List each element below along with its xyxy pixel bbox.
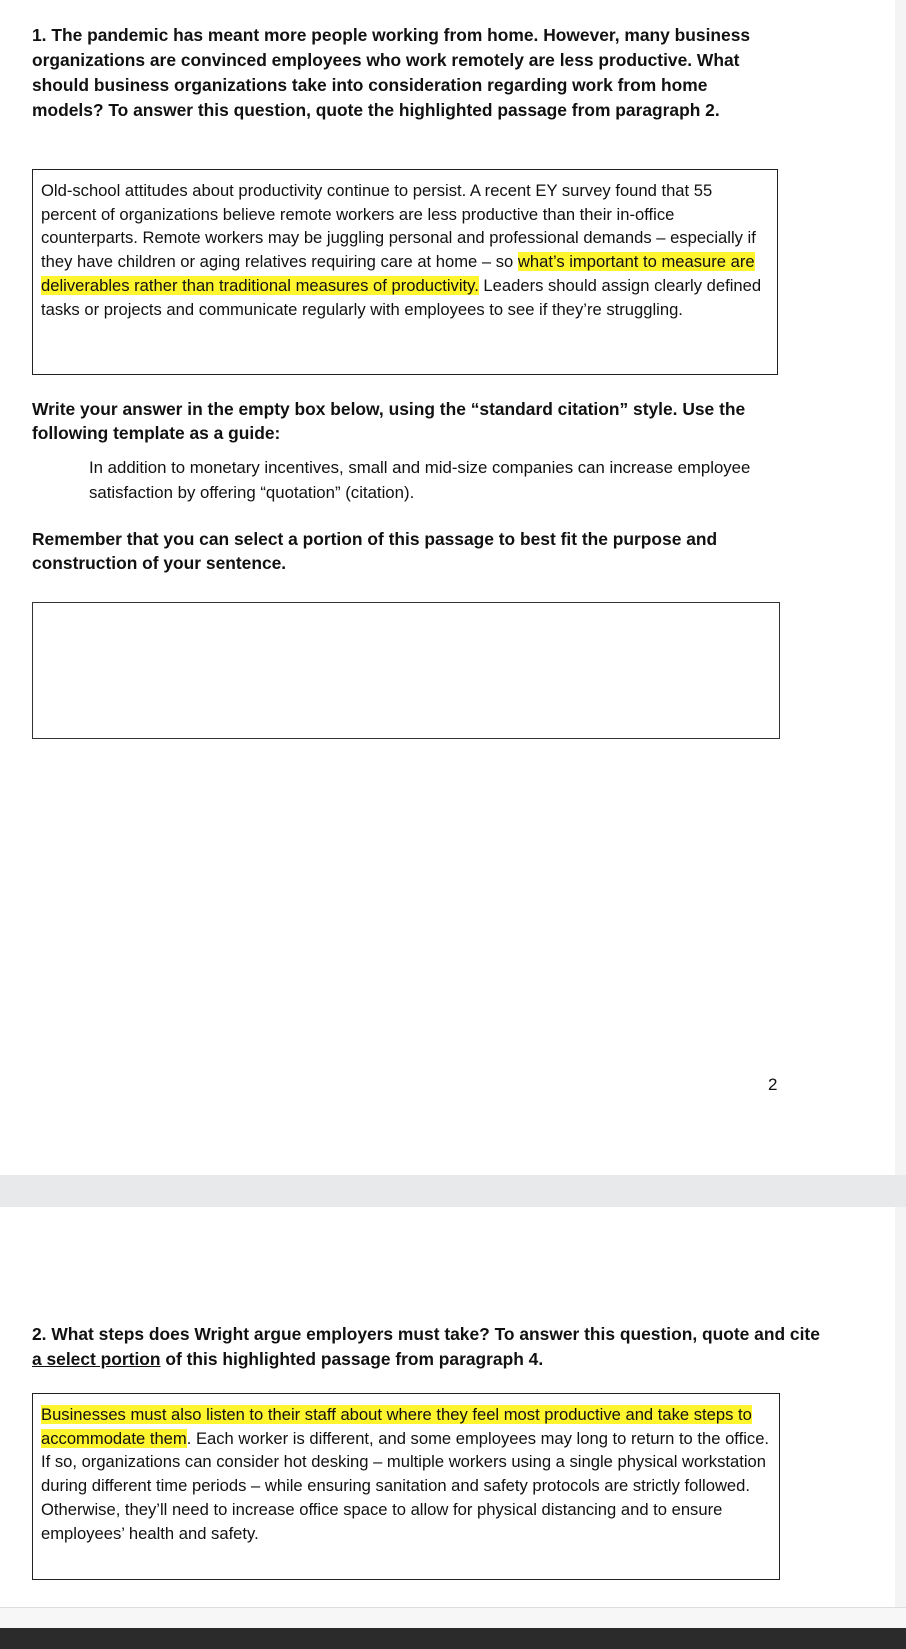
- passage-box-2: [32, 1393, 780, 1580]
- question-2-underlined: a select portion: [32, 1349, 161, 1369]
- question-2-text: 2. What steps does Wright argue employers must take? To answer this question, quote and cite: [32, 1324, 820, 1344]
- passage-1-highlight: what’s important to measure are deliverables rather than traditional measures of productivity.: [41, 252, 755, 295]
- question-2-text-end: of this highlighted passage from paragraph 4.: [160, 1349, 544, 1369]
- bottom-toolbar: [0, 1628, 906, 1649]
- scroll-gutter-2: [895, 1207, 906, 1607]
- passage-box-1: [32, 169, 778, 375]
- passage-1-text-end: Leaders should assign clearly defined tasks or projects and communicate regularly with employees to see if they’re struggling.: [41, 275, 762, 319]
- passage-2-highlight: Businesses must also listen to their staff about where they feel most productive and take steps to accommodate them: [41, 1405, 752, 1448]
- passage-1-text: Old-school attitudes about productivity continue to persist. A recent EY survey found that 55 percent of organizations believe remote workers are less productive than their in-office counterparts. Remote workers may be juggling personal and professional demands – especially if they have children or aging relatives requiring care at home – so: [41, 181, 756, 272]
- scroll-gutter: [895, 0, 906, 1175]
- question-1: 1. The pandemic has meant more people working from home. However, many business organizations are convinced employees who work remotely are less productive. What should business organizations take into consideration regarding work from home models? To answer this question, quote the highlighted passage from paragraph 2.: [32, 25, 751, 120]
- instruction-text: Write your answer in the empty box below, using the “standard citation” style. Use the following template as a guide:: [32, 399, 746, 443]
- template-example: In addition to monetary incentives, small and mid-size companies can increase employee satisfaction by offering “quotation” (citation).: [89, 458, 751, 502]
- reminder-text: Remember that you can select a portion of this passage to best fit the purpose and construction of your sentence.: [32, 529, 718, 573]
- passage-2-text: . Each worker is different, and some employees may long to return to the office. If so, organizations can consider hot desking – multiple workers using a single physical workstation during different time periods – while ensuring sanitation and safety protocols are strictly followed. Otherwise, they’ll need to increase office space to allow for physical distancing and to ensure employees’ health and safety.: [41, 1428, 770, 1543]
- page-number: 2: [768, 1075, 778, 1094]
- next-page-edge: [0, 1607, 906, 1629]
- answer-box[interactable]: [32, 602, 780, 739]
- page-gap: [0, 1175, 906, 1207]
- question-2: [32, 1322, 822, 1372]
